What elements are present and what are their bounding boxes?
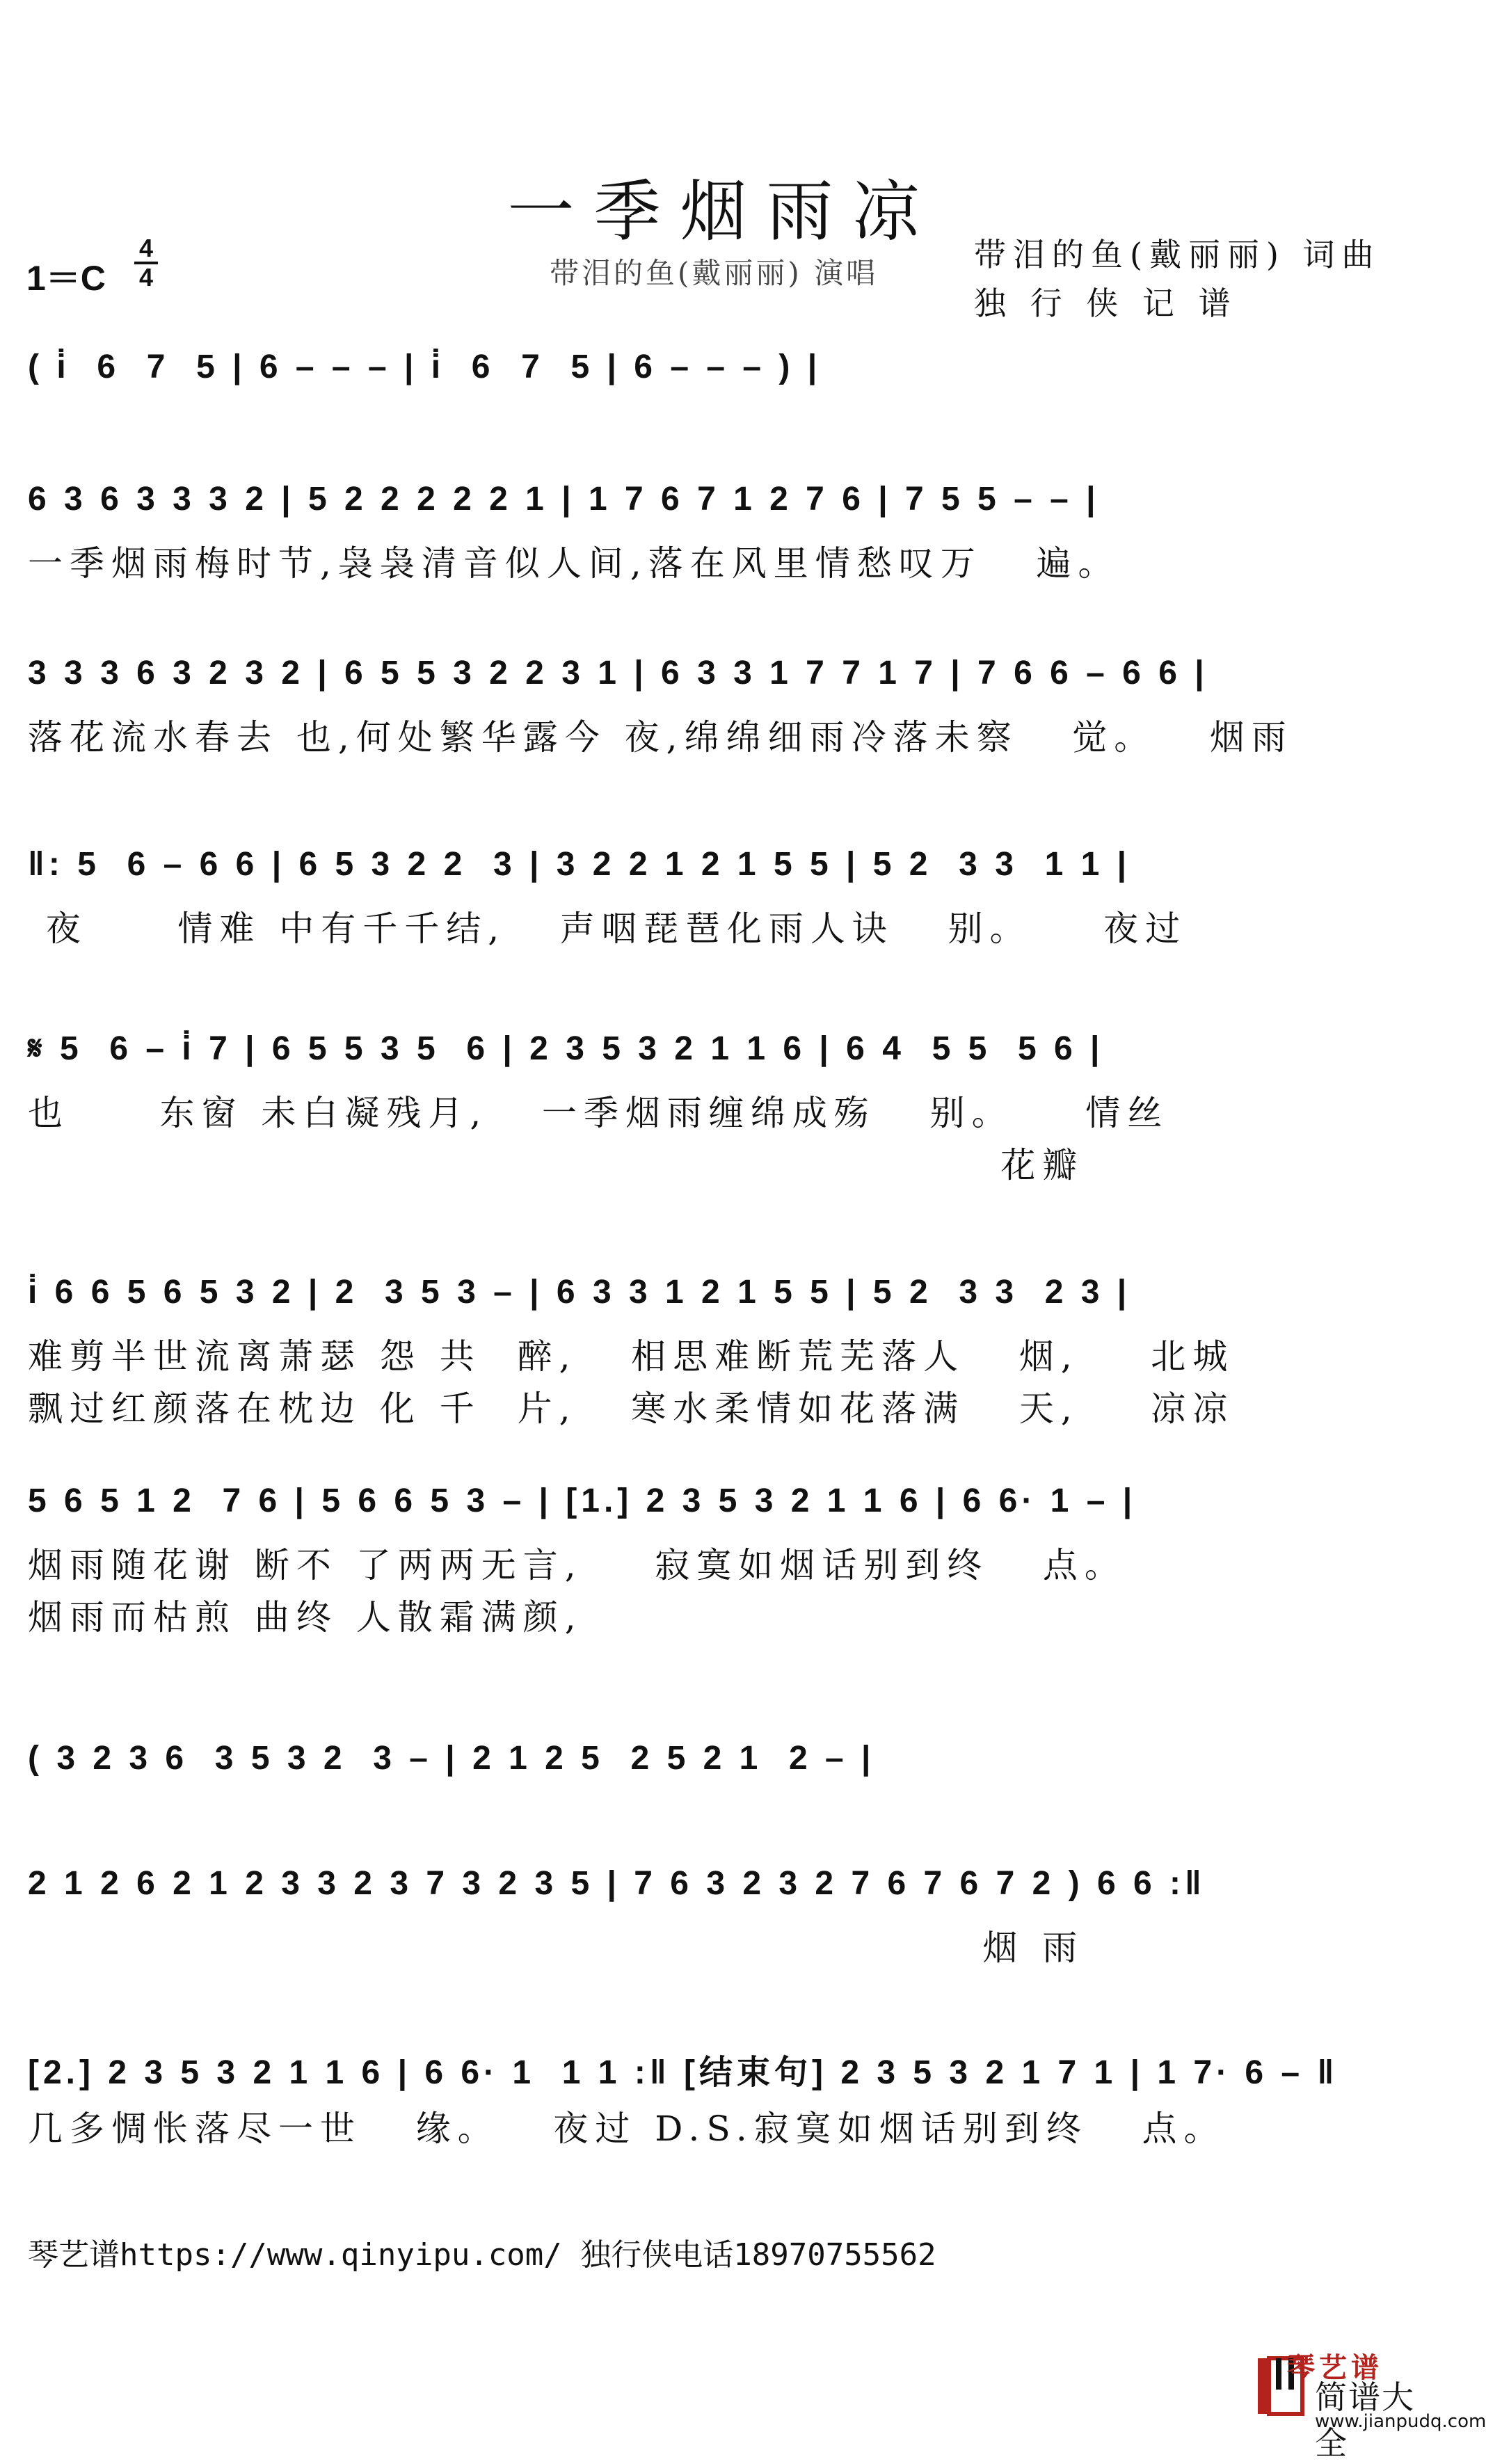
meter-top: 4 (138, 234, 154, 262)
lyric-line: 飘过红颜落在枕边 化 千 片, 寒水柔情如花落满 天, 凉凉 (28, 1389, 1235, 1429)
logo-url-text[interactable]: www.jianpudq.com (1315, 2411, 1486, 2432)
time-signature (132, 235, 160, 291)
song-title: 一季烟雨凉 (507, 173, 939, 250)
lyric-line: 烟雨随花谢 断不 了两两无言, 寂寞如烟话别到终 点。 (28, 1545, 1126, 1585)
lyric-line: 落花流水春去 也,何处繁华露今 夜,绵绵细雨冷落未察 觉。 烟雨 (28, 717, 1293, 758)
score-notes-row: 6 3 6 3 3 3 2 | 5 2 2 2 2 2 1 | 1 7 6 7 1 2 7 6 | 7 5 5 – – | (28, 481, 1100, 518)
score-notes-row: [2.] 2 3 5 3 2 1 1 6 | 6 6· 1 1 1 :‖ [结束句] 2 3 5 3 2 1 7 1 | 1 7· 6 – ‖ (28, 2054, 1339, 2091)
lyricist-credit: 带泪的鱼(戴丽丽) 词曲 (974, 236, 1381, 273)
lyric-line: 也 东窗 未白凝残月, 一季烟雨缠绵成殇 别。 情丝 (28, 1093, 1169, 1133)
lyric-line: 难剪半世流离萧瑟 怨 共 醉, 相思难断荒芜落人 烟, 北城 (28, 1336, 1235, 1377)
score-notes-row: i̇ 6 6 5 6 5 3 2 | 2 3 5 3 – | 6 3 3 1 2 1 5 5 | 5 2 3 3 2 3 | (28, 1274, 1131, 1311)
logo-main-text: 简谱大全 (1315, 2378, 1415, 2462)
logo-top-text: 琴艺谱 (1287, 2351, 1383, 2384)
score-notes-row: ( 3 2 3 6 3 5 3 2 3 – | 2 1 2 5 2 5 2 1 2 – | (28, 1740, 875, 1777)
score-notes-row: 2 1 2 6 2 1 2 3 3 2 3 7 3 2 3 5 | 7 6 3 2 3 2 7 6 7 6 7 2 ) 6 6 :‖ (28, 1865, 1206, 1902)
singer-credit: 带泪的鱼(戴丽丽) 演唱 (550, 256, 879, 290)
transcriber-credit: 独 行 侠 记 谱 (974, 285, 1238, 322)
score-notes-row: 3 3 3 6 3 2 3 2 | 6 5 5 3 2 2 3 1 | 6 3 3 1 7 7 1 7 | 7 6 6 – 6 6 | (28, 655, 1208, 691)
meter-bottom: 4 (138, 263, 154, 291)
score-notes-row: ( i̇ 6 7 5 | 6 – – – | i̇ 6 7 5 | 6 – – – ) | (28, 349, 822, 385)
lyric-line: 夜 情难 中有千千结, 声咽琵琶化雨人诀 别。 夜过 (28, 909, 1188, 949)
key-signature: 1＝C (26, 259, 106, 298)
lyric-line: 烟雨而枯煎 曲终 人散霜满颜, (28, 1597, 583, 1638)
footer-text[interactable]: 琴艺谱https://www.qinyipu.com/ 独行侠电话18970755562 (28, 2237, 936, 2273)
score-notes-row: 𝄋 5 6 – i̇ 7 | 6 5 5 3 5 6 | 2 3 5 3 2 1 1 6 | 6 4 5 5 5 6 | (28, 1030, 1104, 1067)
lyric-line: 几多惆怅落尽一世 缘。 夜过 D.S.寂寞如烟话别到终 点。 (28, 2109, 1226, 2149)
score-notes-row: ‖: 5 6 – 6 6 | 6 5 3 2 2 3 | 3 2 2 1 2 1 5 5 | 5 2 3 3 1 1 | (28, 846, 1131, 883)
lyric-line: 一季烟雨梅时节,袅袅清音似人间,落在风里情愁叹万 遍。 (28, 543, 1120, 584)
lyric-line: 烟 雨 (28, 1928, 1085, 1968)
score-notes-row: 5 6 5 1 2 7 6 | 5 6 6 5 3 – | [1.] 2 3 5 3 2 1 1 6 | 6 6· 1 – | (28, 1482, 1137, 1519)
lyric-line: 花瓣 (28, 1145, 1085, 1185)
